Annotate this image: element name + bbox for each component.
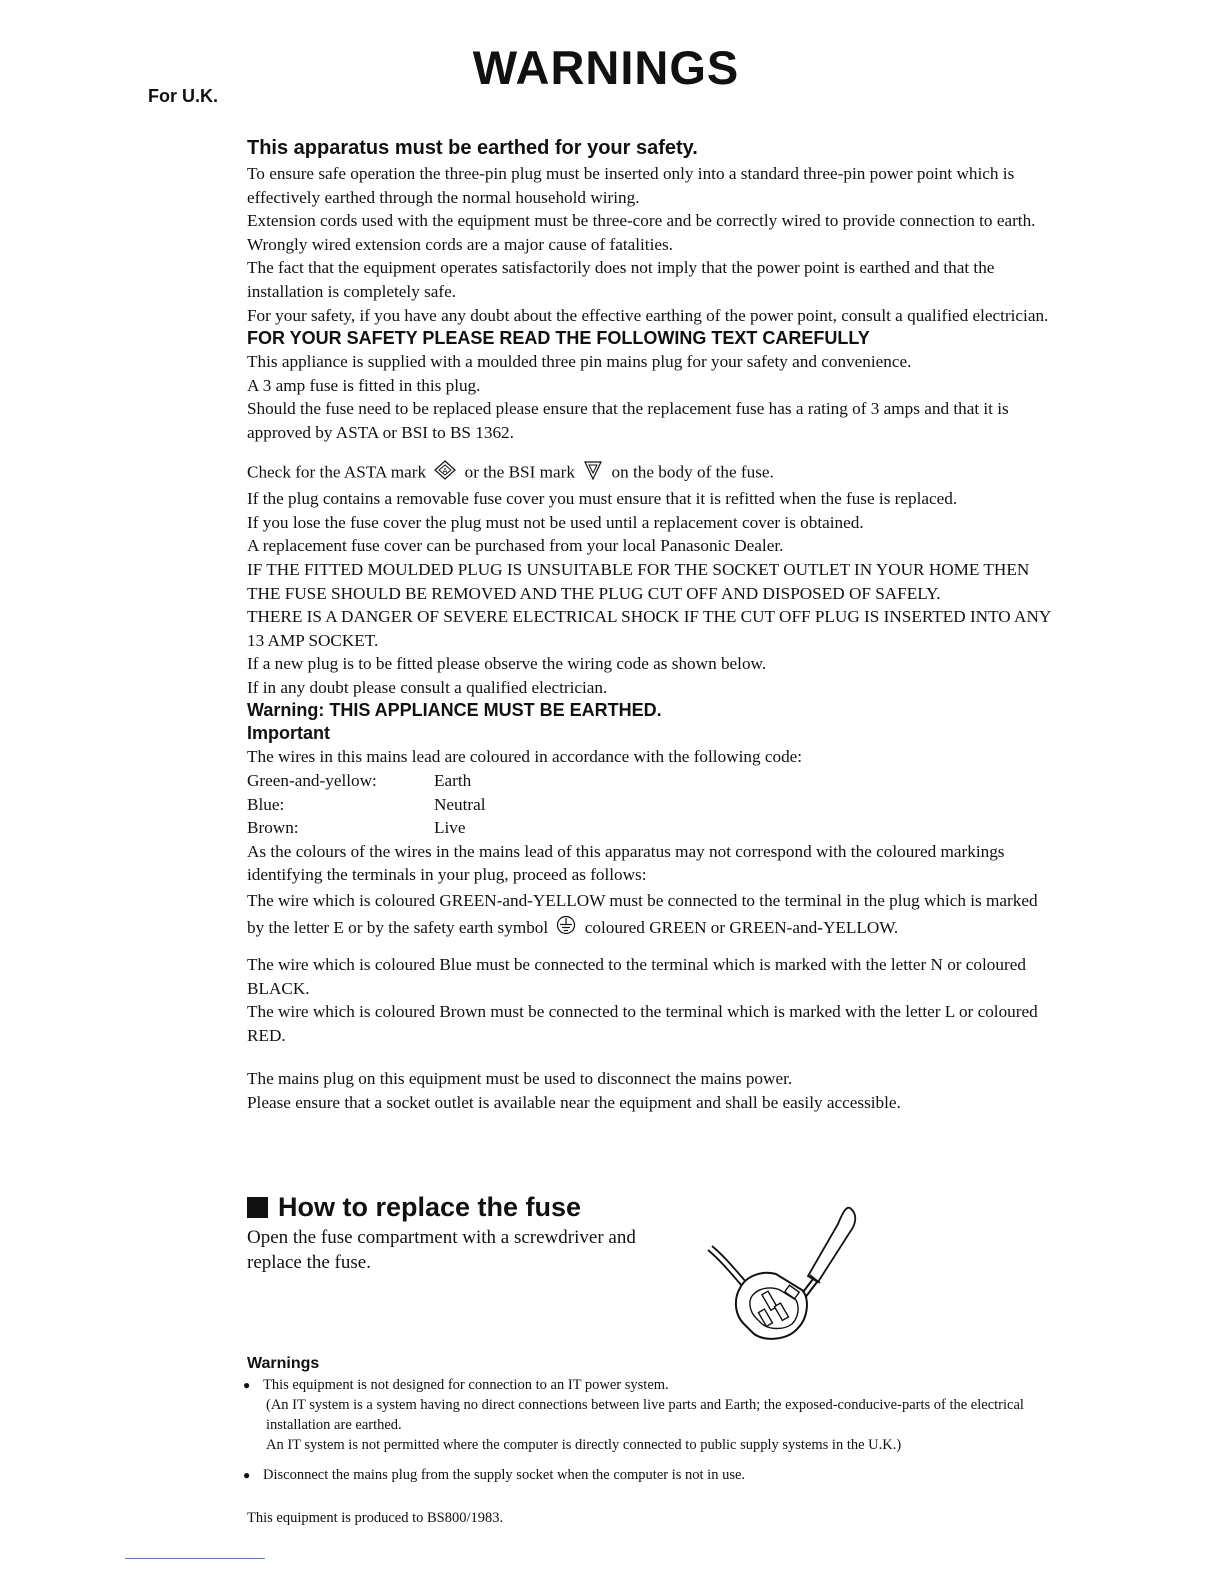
fuse-heading-text: How to replace the fuse [278, 1192, 582, 1222]
bullet-icon: ● [243, 1378, 251, 1392]
safety-paragraph: If a new plug is to be fitted please observe the wiring code as shown below. [247, 654, 767, 674]
fuse-section-heading [247, 1192, 581, 1223]
earthing-paragraph: For your safety, if you have any doubt about the effective earthing of the power point, consult a qualified electrician. [247, 305, 1049, 325]
warning-bullet-text: Disconnect the mains plug from the supply socket when the computer is not in use. [263, 1467, 746, 1483]
check-mark-text: or the BSI mark [464, 461, 575, 481]
warning-bullet [243, 1465, 1052, 1485]
wire-meaning: Live [434, 818, 466, 838]
warning-sub-text: An IT system is not permitted where the computer is directly connected to public supply systems in the U.K.) [266, 1437, 902, 1453]
wire-colour: Green-and-yellow: [247, 771, 377, 791]
main-content [247, 134, 1052, 1115]
important-heading: Important [247, 723, 330, 744]
safety-paragraph: A replacement fuse cover can be purchased from your local Panasonic Dealer. [247, 536, 784, 556]
warning-sub-text: (An IT system is a system having no direct connections between live parts and Earth; the exposed-conducive-parts of the electrical installation are earthed. [266, 1397, 1024, 1433]
safety-paragraph: If the plug contains a removable fuse cover you must ensure that it is refitted when the fuse is replaced. [247, 489, 958, 509]
green-rule [247, 887, 1052, 943]
safety-paragraph: If you lose the fuse cover the plug must not be used until a replacement cover is obtained. [247, 512, 864, 532]
check-mark-text: Check for the ASTA mark [247, 461, 427, 481]
wires-intro: The wires in this mains lead are coloured in accordance with the following code: [247, 747, 803, 767]
page-title: WARNINGS [472, 41, 740, 94]
blue-rule: The wire which is coloured Blue must be connected to the terminal which is marked with the letter N or coloured BLACK. [247, 955, 1026, 998]
wire-code-row [247, 793, 1052, 817]
square-bullet-icon [247, 1197, 268, 1218]
earthing-paragraph: The fact that the equipment operates satisfactorily does not imply that the power point is earthed and that the installation is completely safe. [247, 258, 995, 301]
safety-paragraph: IF THE FITTED MOULDED PLUG IS UNSUITABLE FOR THE SOCKET OUTLET IN YOUR HOME THEN THE FUSE SHOULD BE REMOVED AND THE PLUG CUT OFF AND DISPOSED OF SAFELY. [247, 559, 1030, 603]
bsi-kitemark-icon [583, 459, 603, 488]
wire-meaning: Neutral [434, 794, 486, 814]
bullet-icon: ● [243, 1468, 251, 1482]
wire-colour: Brown: [247, 818, 299, 838]
earth-symbol-icon [556, 915, 576, 943]
warnings-title: Warnings [247, 1355, 320, 1372]
earthing-paragraph: Extension cords used with the equipment must be three-core and be correctly wired to provide connection to earth. Wrongly wired extension cords are a major cause of fatalities. [247, 211, 1036, 254]
safety-paragraph: A 3 amp fuse is fitted in this plug. [247, 375, 481, 395]
warning-bullet [243, 1375, 1052, 1395]
produced-note: This equipment is produced to BS800/1983. [247, 1510, 504, 1526]
wire-meaning: Earth [434, 771, 472, 791]
safety-heading: FOR YOUR SAFETY PLEASE READ THE FOLLOWING TEXT CAREFULLY [247, 328, 870, 349]
wire-colour: Blue: [247, 794, 285, 814]
disconnect-note: Please ensure that a socket outlet is available near the equipment and shall be easily accessible. [247, 1093, 901, 1113]
region-label: For U.K. [148, 86, 218, 106]
plug-screwdriver-illustration [700, 1200, 870, 1355]
earthed-warning-heading: Warning: THIS APPLIANCE MUST BE EARTHED. [247, 700, 662, 721]
fuse-instructions: Open the fuse compartment with a screwdriver and replace the fuse. [247, 1227, 636, 1273]
disconnect-note: The mains plug on this equipment must be used to disconnect the mains power. [247, 1069, 793, 1089]
safety-paragraph: This appliance is supplied with a moulded three pin mains plug for your safety and convenience. [247, 352, 912, 372]
green-rule-text: coloured GREEN or GREEN-and-YELLOW. [584, 918, 899, 938]
green-rule-text: The wire which is coloured GREEN-and-YELLOW must be connected to the terminal in the plug which is marked by the letter E or by the safety earth symbol [247, 891, 1038, 938]
earthing-paragraph: To ensure safe operation the three-pin plug must be inserted only into a standard three-pin power point which is effectively earthed through the normal household wiring. [247, 164, 1015, 207]
safety-paragraph: THERE IS A DANGER OF SEVERE ELECTRICAL SHOCK IF THE CUT OFF PLUG IS INSERTED INTO ANY 13 AMP SOCKET. [247, 607, 1051, 650]
check-mark-paragraph [247, 459, 1052, 488]
footer-divider [125, 1558, 265, 1559]
asta-mark-icon [434, 460, 456, 487]
check-mark-text: on the body of the fuse. [611, 461, 774, 481]
wire-code-row [247, 816, 1052, 840]
earthing-heading: This apparatus must be earthed for your safety. [247, 137, 698, 159]
wire-code-row [247, 769, 1052, 793]
safety-paragraph: If in any doubt please consult a qualified electrician. [247, 677, 608, 697]
colours-note: As the colours of the wires in the mains lead of this apparatus may not correspond with the coloured markings identifying the terminals in your plug, proceed as follows: [247, 841, 1005, 885]
brown-rule: The wire which is coloured Brown must be connected to the terminal which is marked with the letter L or coloured RED. [247, 1002, 1038, 1045]
safety-paragraph: Should the fuse need to be replaced please ensure that the replacement fuse has a rating of 3 amps and that it is approved by ASTA or BSI to BS 1362. [247, 399, 1009, 442]
warnings-box [243, 1355, 1052, 1485]
svg-text:A: A [442, 466, 448, 475]
warning-bullet-text: This equipment is not designed for connection to an IT power system. [263, 1377, 669, 1393]
